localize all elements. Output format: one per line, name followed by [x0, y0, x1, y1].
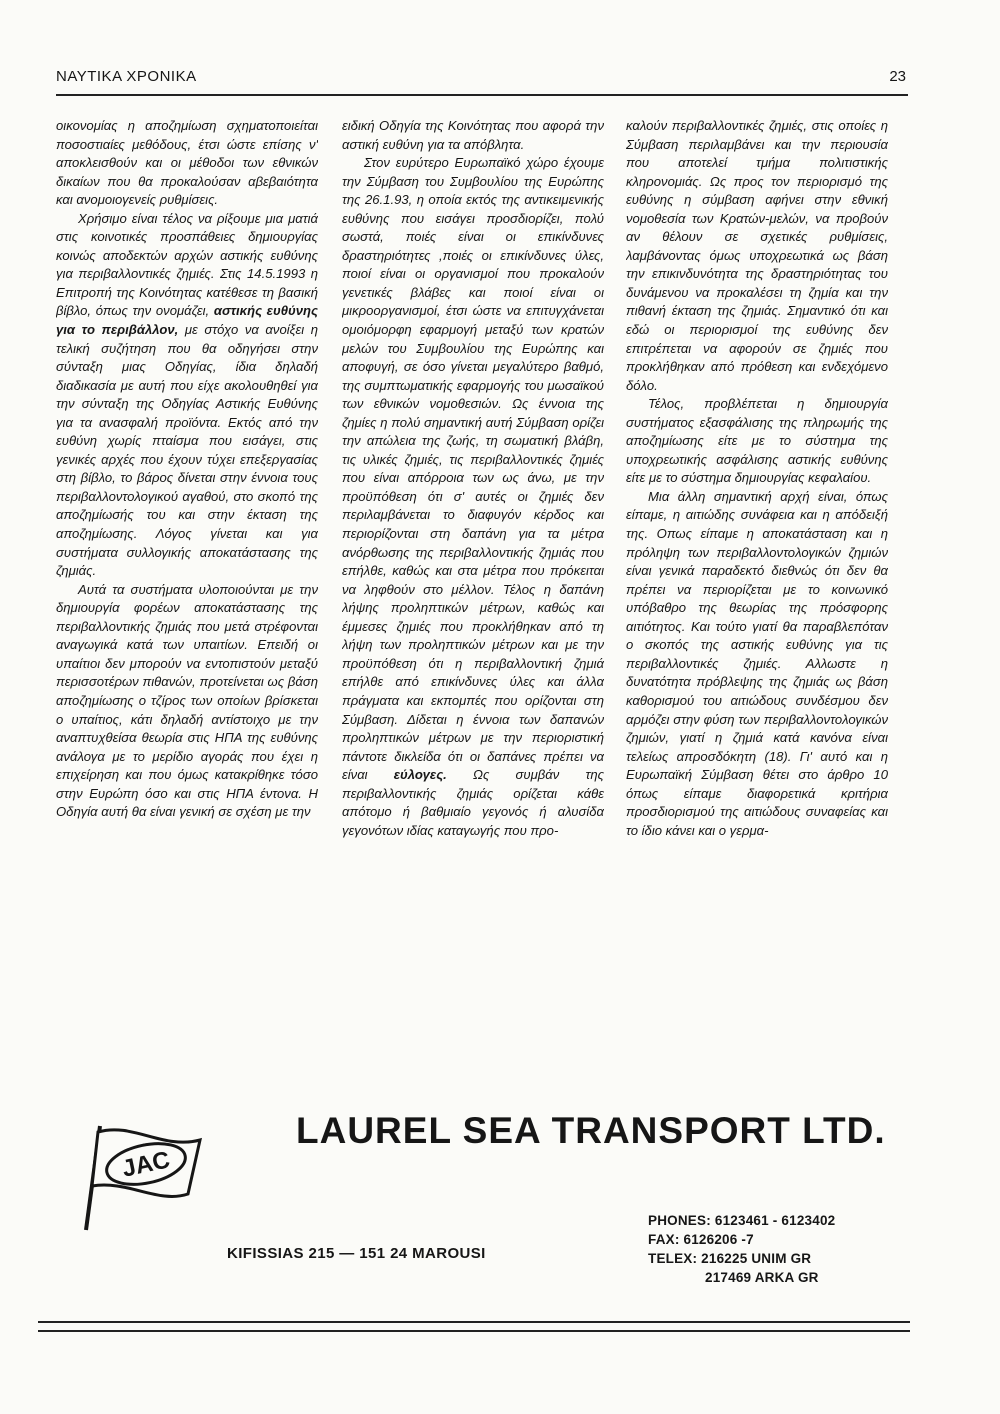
phones-line: PHONES: 6123461 - 6123402	[648, 1213, 836, 1228]
text-run: με στόχο να ανοίξει η τελική συζήτηση που θα οδηγήσει στην σύνταξη μιας Οδηγίας, ίδια δηλαδή διαδικασία με αυτή που είχε ακολουθηθεί για την σύνταξη της Οδηγίας Αστικής Ευθύνης για τα ανασφαλή προϊόντα. Εκτός από την ευθύνη χωρίς πταίσμα που εισάγει, στις γενικές αρχές που έχουν τύχει επεξεργασίας στη βίβλο, το βάρος δίνεται στην έννοια τους περιβαλλοντολογικού αγαθού, στο σκοπό της αποζημίωσής του και στην έκταση της αποζημίωσης. Λόγος γίνεται και για συστήματα συλλογικής αποκατάστασης της ζημιάς.	[56, 322, 318, 579]
company-name: LAUREL SEA TRANSPORT LTD.	[296, 1110, 886, 1151]
page-header	[56, 64, 908, 96]
jac-flag-logo	[78, 1120, 208, 1232]
magazine-title: ΝΑΥΤΙΚΑ ΧΡΟΝΙΚΑ	[56, 68, 197, 85]
flag-icon	[78, 1120, 208, 1232]
emphasis-text: εύλογες.	[393, 767, 447, 783]
text-run: Χρήσιμο είναι τέλος να ρίξουμε μια ματιά στις κοινοτικές προσπάθειες δημιουργίας κοινώς αποδεκτών αρχών αστικής ευθύνης για περιβαλλοντικές ζημιές. Στις 14.5.1993 η Επιτροπή της Κοινότητας κατέθεσε τη βασική βίβλο, όπως την ονομάζει,	[56, 210, 318, 319]
article-column-2	[342, 117, 604, 1049]
emphasis-text: αστικής ευθύνης για το περιβάλλον,	[56, 303, 318, 338]
company-contacts	[648, 1211, 908, 1287]
telex-line-2: 217469 ARKA GR	[705, 1270, 819, 1285]
paragraph: οικονομίας η αποζημίωση σχηματοποιείται ποσοστιαίες μεθόδους, έτσι ώστε επίσης ν' αποκλεισθούν και οι μέθοδοι των εθνικών δικαίων που θα προκαλούσαν αβεβαιότητα και ανομοιογενείς ρυθμίσεις.	[56, 118, 318, 208]
paragraph: Τέλος, προβλέπεται η δημιουργία συστήματος εξασφάλισης της πληρωμής της αποζημίωσης είτε με το σύστημα της υποχρεωτικής ασφάλισης αστικής ευθύνης είτε με το σύστημα δημιουργίας κεφαλαίου.	[626, 396, 888, 486]
paragraph: καλούν περιβαλλοντικές ζημιές, στις οποίες η Σύμβαση περιλαμβάνει και την περιουσία που αποτελεί τμήμα πολιτιστικής κληρονομιάς. Ως προς τον περιορισμό της ευθύνης η σύμβαση αφήνει στην εθνική νομοθεσία των Κρατών-μελών, να προβούν αν θέλουν σε σχετικές ρυθμίσεις, λαμβάνοντας όμως υποχρεωτικά ως βάση την επικινδυνότητα της δραστηριότητας του δυνάμενου να προκαλέσει τη ζημία και την πιθανή έκταση της ζημιάς. Σημαντικό ότι και εδώ οι περιορισμοί της ευθύνης δεν επιτρέπεται να αφορούν σε ζημιές που προκλήθηκαν από πρόθεση και ενδεχόμενο δόλο.	[626, 118, 888, 393]
article-body	[56, 117, 908, 1049]
text-run: Ως συμβάν της περιβαλλοντικής ζημιάς ορίζεται κάθε απότομο ή βαθμιαίο γεγονός ή αλυσίδα γεγονότων ιδίας καταγωγής που προ-	[342, 767, 604, 838]
paragraph: Μια άλλη σημαντική αρχή είναι, όπως είπαμε, η αιτιώδης συνάφεια και η απόδειξή της. Οπως είπαμε η αποκατάσταση και η πρόληψη των περιβαλλοντολογικών ζημιών είναι γενικά παραδεκτό διεθνώς ότι δεν θα πρέπει να περιορίζεται με το κοινωνικό υπόβαθρο της θεωρίας της πρόσφορης αιτιότητος. Και τούτο γιατί θα παραβλεπόταν ο σκοπός της αστικής ευθύνης για τις περιβαλλοντικές ζημιές. Αλλωστε η δυνατότητα πρόβλεψης της ζημιάς ως βάση καθορισμού του αιτιώδους συνδέσμου δεν αρμόζει στην φύση των περιβαλλοντολογικών ζημιών, γιατί η ζημιά κατά κανόνα είναι τελείως απροσδόκητη (18). Γι' αυτό και η Ευρωπαϊκή Σύμβαση θέτει στο άρθρο 10 όπως είπαμε διαφορετικά κριτήρια προσδιορισμού της αιτιώδους συναφείας και το ίδιο κάνει και ο γερμα-	[626, 488, 888, 838]
telex-line: TELEX: 216225 UNIM GR	[648, 1251, 812, 1266]
article-column-3	[626, 117, 888, 1049]
bottom-rule	[38, 1321, 910, 1323]
paragraph	[342, 154, 604, 840]
bottom-rule	[38, 1330, 910, 1332]
text-run: Στον ευρύτερο Ευρωπαϊκό χώρο έχουμε την Σύμβαση του Συμβουλίου της Ευρώπης της 26.1.93, η οποία εκτός της αντικειμενικής ευθύνης που εισάγει προσδιορίζει, πολύ σωστά, ποιές είναι οι επικίνδυνες δραστηριότητες ,ποιές οι επικίνδυνες ύλες, ποιοί είναι οι οργανισμοί που προκαλούν γενετικές βλάβες και ποιοί είναι οι μικροοργανισμοί, έτσι ώστε να επιτυγχάνεται ομοιόμορφη εφαρμογή μεταξύ των κρατών μελών του Συμβουλίου της Ευρώπης και αποφυγή, σε όσο γίνεται μεγαλύτερο βαθμό, της συμπτωματικής εφαρμογής του μωσαϊκού των εθνικών νομοθεσιών. Ως έννοια της ζημίες η πολύ σημαντική αυτή Σύμβαση ορίζει την απώλεια της ζωής, τη σωματική βλάβη, τις υλικές ζημιές, τις περιβαλλοντικές ζημιές που είναι απόρροια των ως άνω, με την προϋπόθεση ότι σ' αυτές οι ζημιές δεν περιλαμβάνεται το διαφυγόν κέρδος και περιορίζονται στη δαπάνη για τα μέτρα ανόρθωσης της περιβαλλοντικής ζημιάς που επήλθε, καθώς και στα μέτρα που πρόκειται να ληφθούν στο μέλλον. Τέλος η δαπάνη λήψης προληπτικών μέτρων, καθώς και έμμεσες ζημιές που προκλήθηκαν από τη λήψη των προληπτικών μέτρων και με την προϋπόθεση ότι η περιβαλλοντική ζημιά επήλθε από επικίνδυνες ύλες και άλλα πράγματα και εκπομπές που ορίζονται στη Σύμβαση. Δίδεται η έννοια των δαπανών προληπτικών μέτρων με την περιοριστική πάντοτε δικλείδα ότι οι δαπάνες πρέπει να είναι	[342, 155, 604, 783]
logo-text: JAC	[119, 1146, 173, 1183]
company-address: KIFISSIAS 215 — 151 24 MAROUSI	[227, 1245, 486, 1262]
paragraph	[56, 210, 318, 581]
fax-line: FAX: 6126206 -7	[648, 1232, 754, 1247]
article-column-1	[56, 117, 318, 1049]
paragraph: ειδική Οδηγία της Κοινότητας που αφορά την αστική ευθύνη για τα απόβλητα.	[342, 118, 604, 152]
paragraph: Αυτά τα συστήματα υλοποιούνται με την δημιουργία φορέων αποκατάστασης της περιβαλλοντικής ζημιάς που μετά στρέφονται αναγωγικά κατά των υπαιτίων. Επειδή οι υπαίτιοι δεν μπορούν να εντοπιστούν μεταξύ περισσοτέρων πιθανών, προτείνεται ως βάση αποζημίωσης ο τζίρος των οποίων βρίσκεται ο υπαίτιος, κάτι δηλαδή αντίστοιχο με την αναπτυχθείσα θεωρία στις ΗΠΑ της ευθύνης ανάλογα με το μερίδιο αγοράς που έχει η επιχείρηση και που όμως κατακρίθηκε τόσο στην Ευρώπη όσο και στις ΗΠΑ έντονα. Η Οδηγία αυτή θα είναι γενική σε σχέση με την	[56, 581, 318, 820]
page-number: 23	[889, 68, 906, 85]
